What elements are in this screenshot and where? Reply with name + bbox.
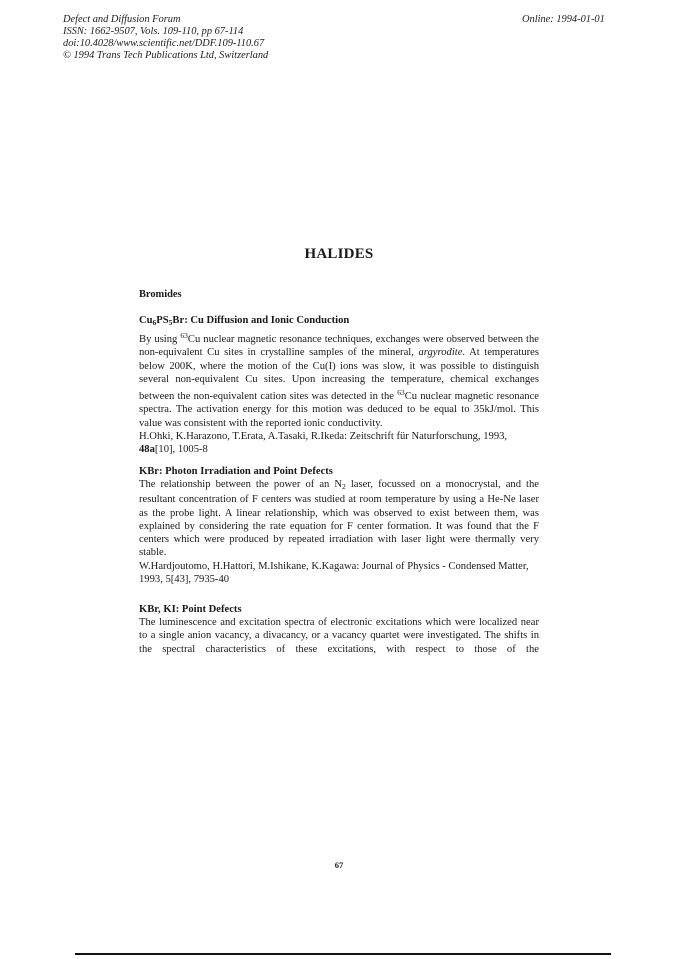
- superscript: 63: [397, 388, 405, 398]
- abstract-text: Cu nuclear magnetic resonance techniques, exchanges were observed between the non-equivalent Cu sites in crystalline samples of the mineral,: [139, 334, 539, 359]
- reference-pages: [10], 1005-8: [154, 444, 208, 456]
- entry-reference: [139, 430, 539, 457]
- entry-abstract: [139, 329, 539, 430]
- abstract-text: By using: [139, 334, 181, 345]
- mineral-name: argyrodite: [418, 347, 463, 359]
- abstract-text: The relationship between the power of an N: [139, 479, 343, 490]
- entry-kbr-photon: [139, 465, 539, 586]
- footer-rule: [75, 953, 611, 955]
- subscript: 6: [152, 318, 157, 327]
- journal-name: Defect and Diffusion Forum: [63, 14, 181, 25]
- entry-cu6ps5br: [139, 314, 539, 457]
- subscript: 5: [168, 318, 173, 327]
- abstract-text: laser, focussed on a monocrystal, and the resultant concentration of F centers was studied at room temperature by using a He-Ne laser as the probe light. A linear relationship, which was observed to exist between them, was explained by considering the rate equation for F center formation. It was found that the F centers which were produced by repeated irradiation with laser light were thermally very stable.: [139, 479, 539, 559]
- journal-header: [63, 14, 268, 62]
- abstract-text: . At temperatures below 200K, where the motion of the Cu(I) ions was slow, it was possible to distinguish several non-equivalent Cu sites. Upon increasing the temperature, chemical exchanges between the non-equivalent cation sites was detected in the: [139, 347, 539, 403]
- issn-line: ISSN: 1662-9507, Vols. 109-110, pp 67-114: [63, 26, 244, 37]
- online-date: Online: 1994-01-01: [522, 14, 605, 25]
- reference-volume: 48a: [139, 444, 155, 456]
- entry-heading: KBr: Photon Irradiation and Point Defects: [139, 466, 333, 477]
- heading-text: PS: [156, 315, 169, 326]
- copyright-line: © 1994 Trans Tech Publications Ltd, Switzerland: [63, 50, 269, 61]
- reference-authors: H.Ohki, K.Harazono, T.Erata, A.Tasaki, R.Ikeda: Zeitschrift für Naturforschung, 1993,: [139, 431, 508, 443]
- entry-kbr-ki: [139, 603, 539, 656]
- heading-text: Br: Cu Diffusion and Ionic Conduction: [172, 315, 350, 326]
- doi-line: doi:10.4028/www.scientific.net/DDF.109-110.67: [63, 38, 265, 49]
- subscript: 2: [342, 482, 346, 491]
- entry-abstract: The luminescence and excitation spectra of electronic excitations which were localized near to a single anion vacancy, a divacancy, or a vacancy quartet were investigated. The shifts in the spectral characteristics of these excitations, with respect to those of the: [139, 617, 539, 655]
- heading-text: Cu: [139, 315, 153, 326]
- section-heading: Bromides: [139, 289, 182, 300]
- superscript: 63: [180, 331, 188, 340]
- abstract-text: Cu nuclear magnetic resonance spectra. The activation energy for this motion was deduced to be equal to 35kJ/mol. This value was consistent with the reported ionic conductivity.: [139, 391, 539, 429]
- page-number: 67: [334, 860, 344, 870]
- page-title: HALIDES: [304, 246, 374, 262]
- entry-abstract: [139, 478, 539, 560]
- entry-heading: KBr, KI: Point Defects: [139, 604, 242, 615]
- entry-reference: W.Hardjoutomo, H.Hattori, M.Ishikane, K.Kagawa: Journal of Physics - Condensed Matter, 1993, 5[43], 7935-40: [139, 560, 529, 586]
- entry-heading: [139, 314, 539, 329]
